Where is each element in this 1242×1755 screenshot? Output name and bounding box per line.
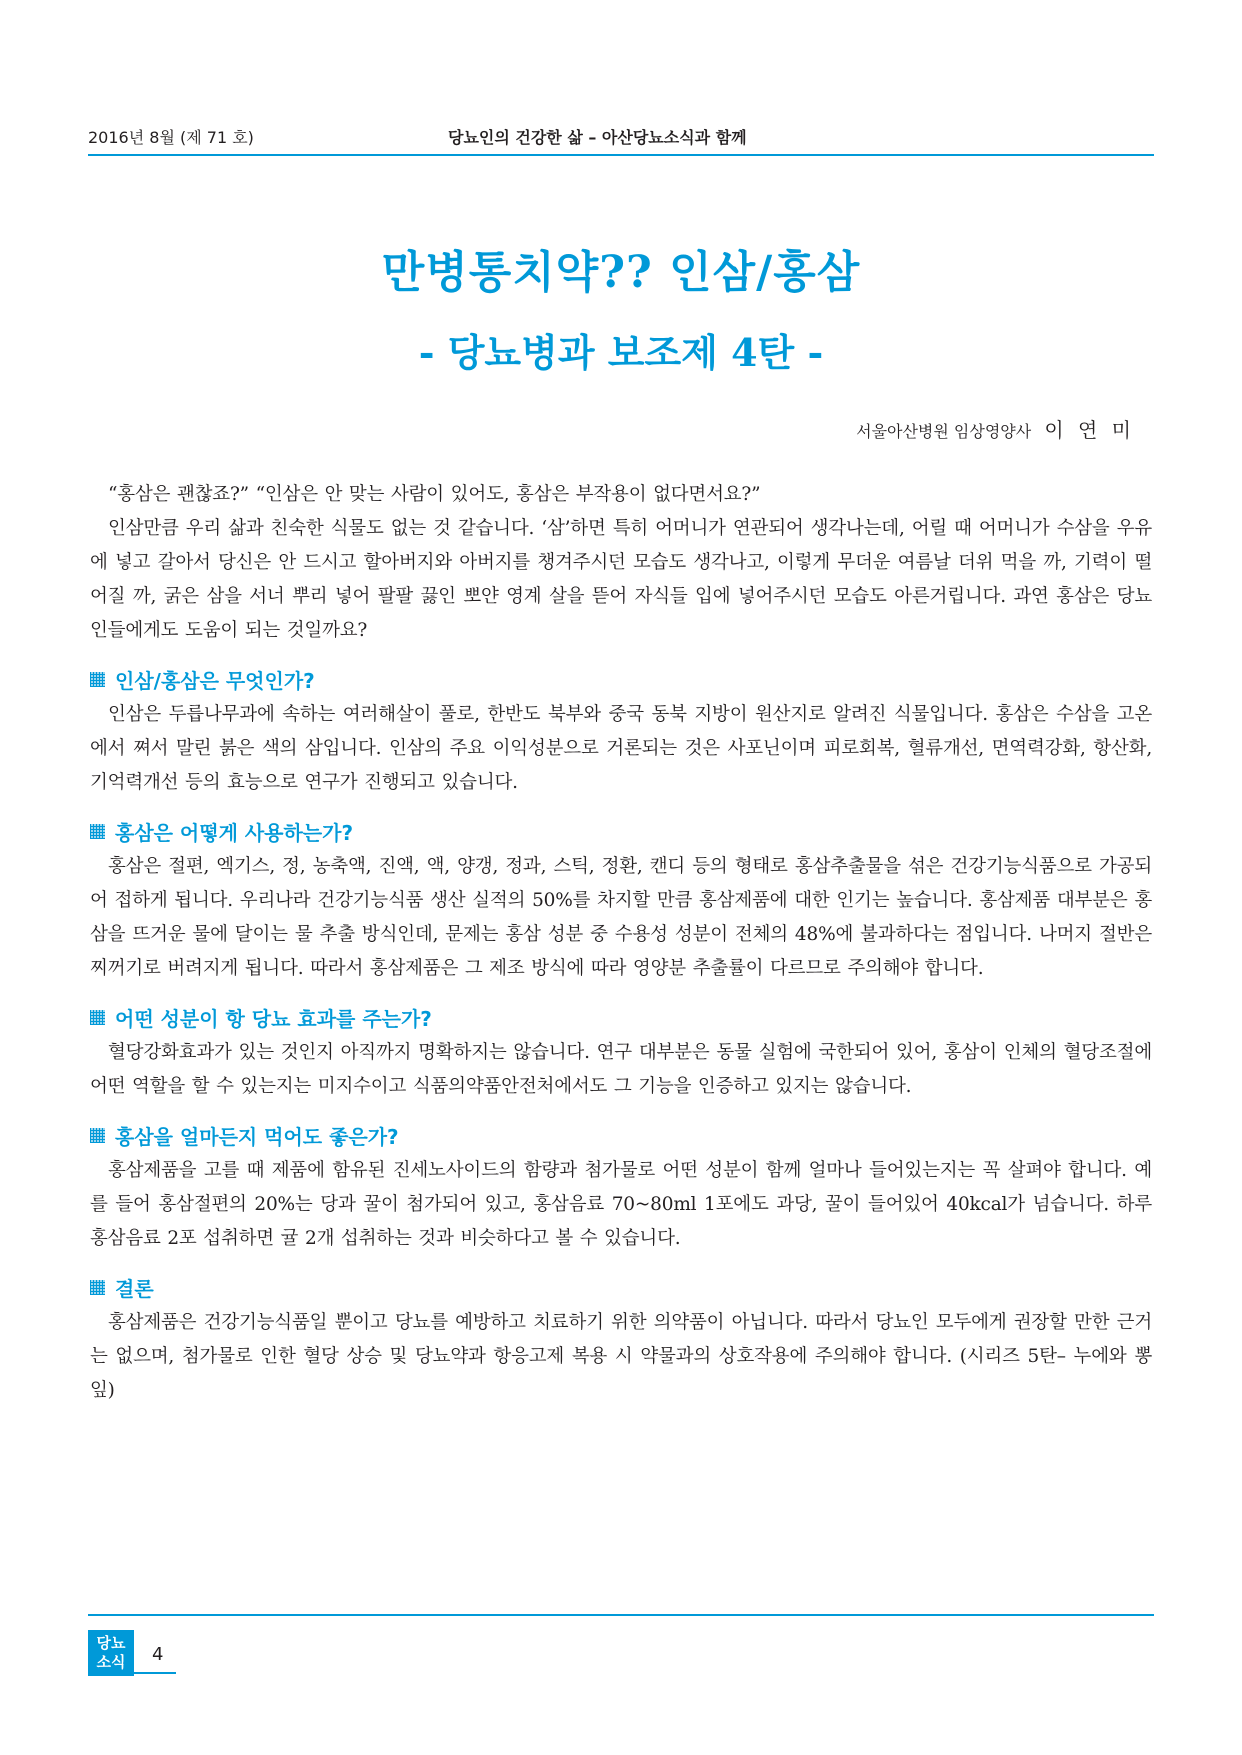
section-heading [90,814,1152,848]
badge-line-1: 당뇨 [96,1634,126,1652]
article-subtitle: - 당뇨병과 보조제 4탄 - [418,330,824,375]
section-paragraph: 홍삼제품은 건강기능식품일 뿐이고 당뇨를 예방하고 치료하기 위한 의약품이 아닙니다. 따라서 당뇨인 모두에게 권장할 만한 근거는 없으며, 첨가물로 인한 혈당 상승 및 당뇨약과 항응고제 복용 시 약물과의 상호작용에 주의해야 합니다. (시리즈 5탄– 누에와 뽕잎) [90,1312,1152,1401]
hatched-square-icon [90,672,105,687]
newsletter-badge [88,1630,134,1676]
intro-paragraph: 인삼만큼 우리 삶과 친숙한 식물도 없는 것 같습니다. ‘삼’하면 특히 어머니가 연관되어 생각나는데, 어릴 때 어머니가 수삼을 우유에 넣고 갈아서 당신은 안 드시고 할아버지와 아버지를 챙겨주시던 모습도 생각나고, 이렇게 무더운 여름날 더위 먹을 까, 기력이 떨어질 까, 굵은 삼을 서너 뿌리 넣어 팔팔 끓인 뽀얀 영계 살을 뜯어 자식들 입에 넣어주시던 모습도 아른거립니다. 과연 홍삼은 당뇨인들에게도 도움이 되는 것일까요? [90,518,1152,641]
section-paragraph: 홍삼제품을 고를 때 제품에 함유된 진세노사이드의 함량과 첨가물로 어떤 성분이 함께 얼마나 들어있는지는 꼭 살펴야 합니다. 예를 들어 홍삼절편의 20%는 당과 꿀이 첨가되어 있고, 홍삼음료 70~80ml 1포에도 과당, 꿀이 들어있어 40kcal가 넘습니다. 하루 홍삼음료 2포 섭취하면 귤 2개 섭취하는 것과 비슷하다고 볼 수 있습니다. [90,1160,1152,1249]
section-heading [90,1270,1152,1304]
section-heading-text: 홍삼은 어떻게 사용하는가? [115,820,354,845]
hatched-square-icon [90,1128,105,1143]
page-number: 4 [134,1640,176,1674]
section-paragraph: 홍삼은 절편, 엑기스, 정, 농축액, 진액, 액, 양갱, 정과, 스틱, 정환, 캔디 등의 형태로 홍삼추출물을 섞은 건강기능식품으로 가공되어 접하게 됩니다. 우리나라 건강기능식품 생산 실적의 50%를 차지할 만큼 홍삼제품에 대한 인기는 높습니다. 홍삼제품 대부분은 홍삼을 뜨거운 물에 달이는 물 추출 방식인데, 문제는 홍삼 성분 중 수용성 성분이 전체의 48%에 불과하다는 점입니다. 나머지 절반은 찌꺼기로 버려지게 됩니다. 따라서 홍삼제품은 그 제조 방식에 따라 영양분 추출률이 다르므로 주의해야 합니다. [90,856,1152,979]
hatched-square-icon [90,1010,105,1025]
badge-line-2: 소식 [96,1653,126,1671]
intro-quote: “홍삼은 괜찮죠?” “인삼은 안 맞는 사람이 있어도, 홍삼은 부작용이 없다면서요?” [108,484,761,505]
footer-rule [88,1614,1154,1616]
section-heading-text: 어떤 성분이 항 당뇨 효과를 주는가? [115,1006,432,1031]
section-heading [90,1000,1152,1034]
issue-label: 2016년 8월 (제 71 호) [88,128,254,147]
running-title: 당뇨인의 건강한 삶 – 아산당뇨소식과 함께 [448,128,747,147]
section-heading-text: 홍삼을 얼마든지 먹어도 좋은가? [115,1124,399,1149]
hatched-square-icon [90,1280,105,1295]
article-title: 만병통치약?? 인삼/홍삼 [381,247,861,298]
section-heading [90,1118,1152,1152]
page-header [88,124,1154,156]
article-body [90,478,1152,1408]
author-name: 이 연 미 [1044,418,1135,442]
section-paragraph: 인삼은 두릅나무과에 속하는 여러해살이 풀로, 한반도 북부와 중국 동북 지방이 원산지로 알려진 식물입니다. 홍삼은 수삼을 고온에서 쪄서 말린 붉은 색의 삼입니다. 인삼의 주요 이익성분으로 거론되는 것은 사포닌이며 피로회복, 혈류개선, 면역력강화, 항산화, 기억력개선 등의 효능으로 연구가 진행되고 있습니다. [90,704,1152,793]
section-paragraph: 혈당강화효과가 있는 것인지 아직까지 명확하지는 않습니다. 연구 대부분은 동물 실험에 국한되어 있어, 홍삼이 인체의 혈당조절에 어떤 역할을 할 수 있는지는 미지수이고 식품의약품안전처에서도 그 기능을 인증하고 있지는 않습니다. [90,1042,1152,1097]
section-heading-text: 결론 [115,1276,154,1301]
author-affiliation: 서울아산병원 임상영양사 [856,422,1032,441]
author-line [856,414,1135,443]
section-heading [90,662,1152,696]
hatched-square-icon [90,824,105,839]
section-heading-text: 인삼/홍삼은 무엇인가? [115,668,315,693]
